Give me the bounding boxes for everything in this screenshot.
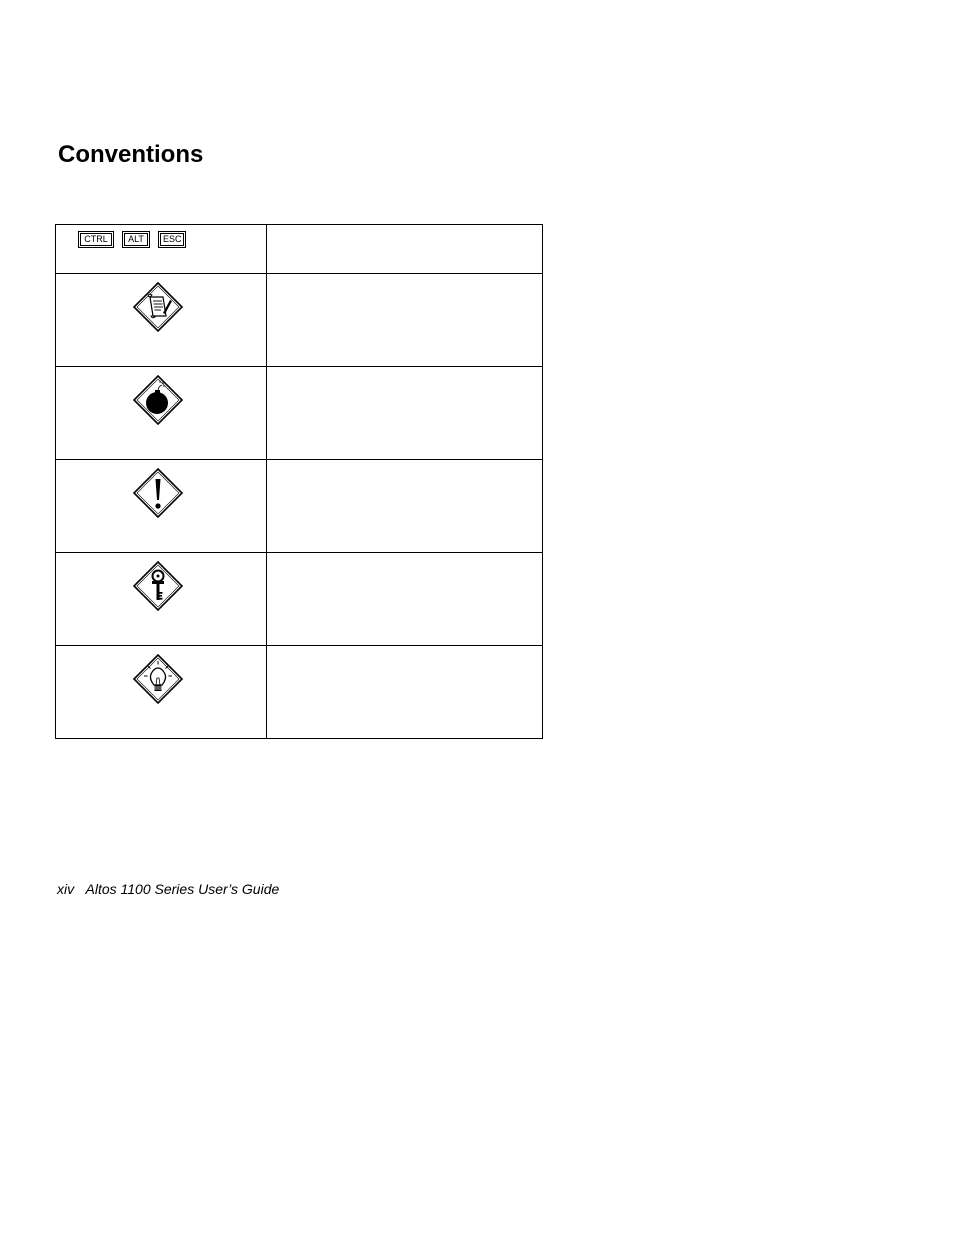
keyboard-keys [78, 231, 186, 248]
page-number: xiv [57, 881, 75, 897]
table-row [56, 274, 543, 367]
description-cell [267, 460, 543, 553]
tip-bulb-icon [133, 654, 183, 704]
icon-cell [56, 460, 267, 553]
keys-cell [56, 225, 267, 274]
conventions-table [55, 224, 543, 739]
ctrl-key-icon: CTRL [78, 231, 114, 248]
table-row [56, 460, 543, 553]
warning-bomb-icon [133, 375, 183, 425]
table-row [56, 646, 543, 739]
esc-key-icon: ESC [158, 231, 186, 248]
description-cell [267, 553, 543, 646]
page-title: Conventions [58, 141, 204, 168]
icon-cell [56, 646, 267, 739]
table-row [56, 553, 543, 646]
note-icon [133, 282, 183, 332]
important-key-icon [133, 561, 183, 611]
caution-icon [133, 468, 183, 518]
icon-cell [56, 274, 267, 367]
icon-cell [56, 553, 267, 646]
document-title: Altos 1100 Series User’s Guide [85, 881, 280, 897]
description-cell [267, 274, 543, 367]
alt-key-icon: ALT [122, 231, 150, 248]
description-cell [267, 225, 543, 274]
description-cell [267, 646, 543, 739]
table-row [56, 367, 543, 460]
icon-cell [56, 367, 267, 460]
page-footer [57, 881, 279, 897]
description-cell [267, 367, 543, 460]
table-row [56, 225, 543, 274]
